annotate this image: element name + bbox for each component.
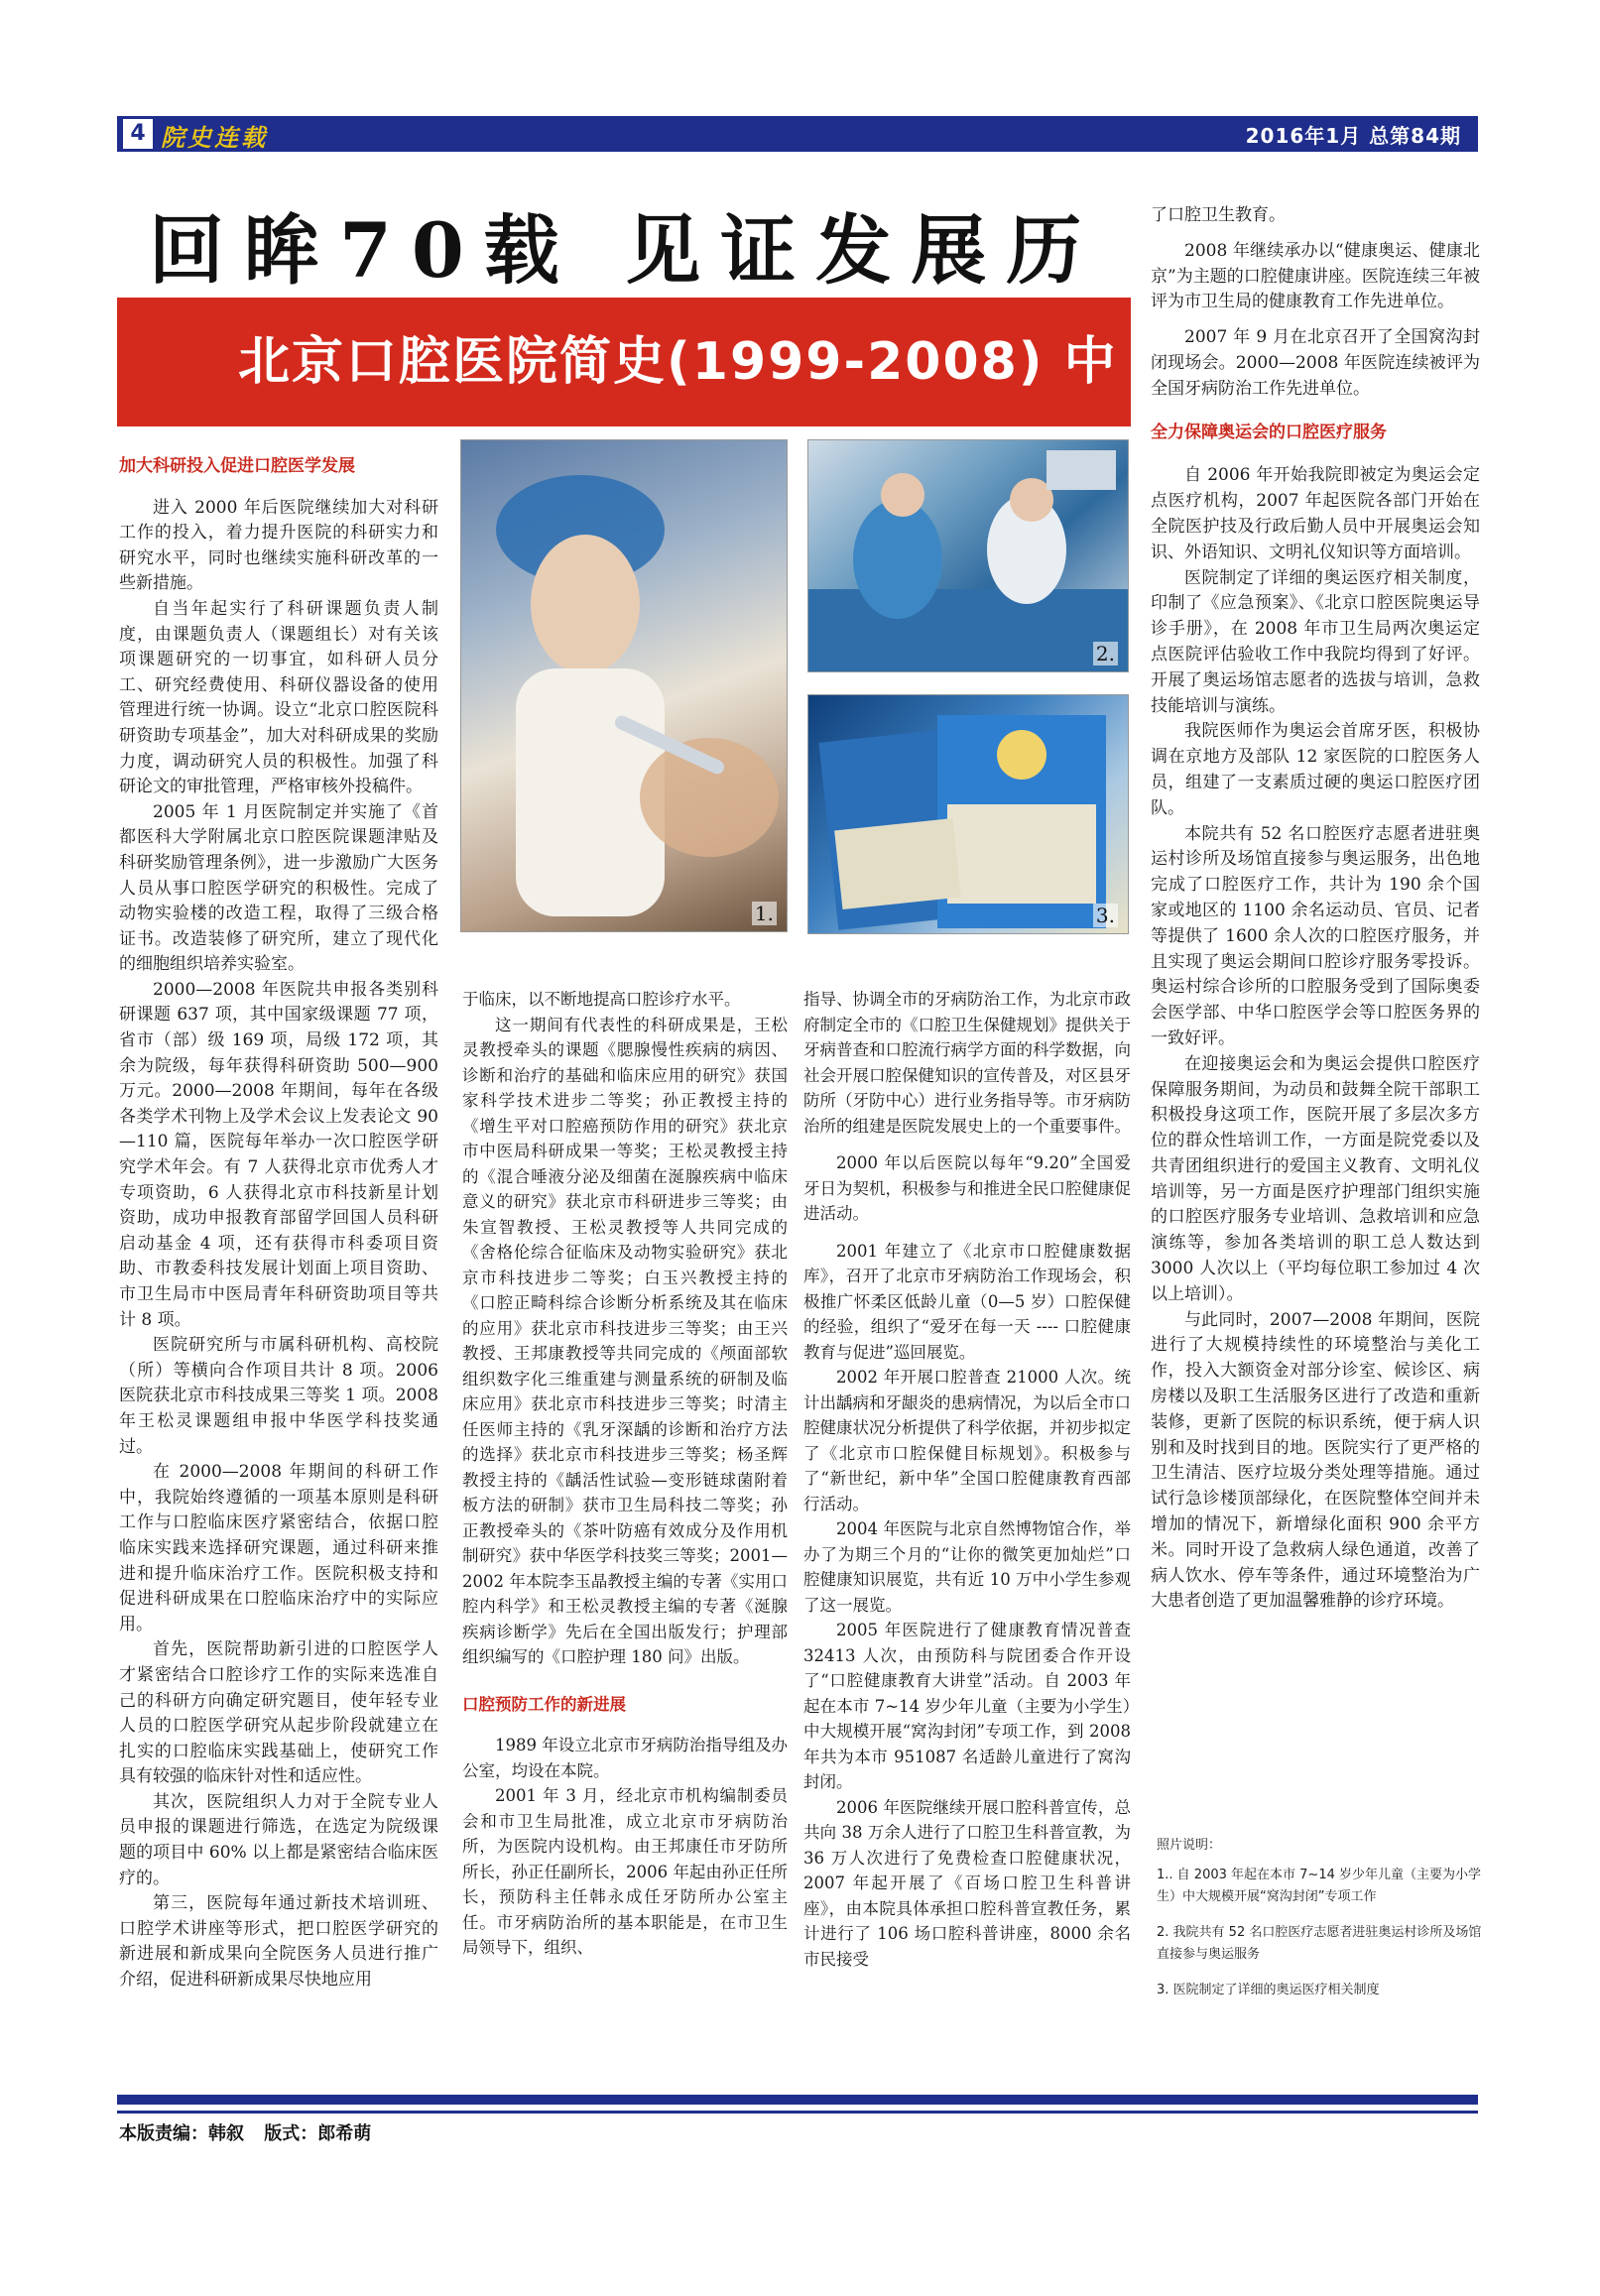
paragraph: 与此同时，2007—2008 年期间，医院进行了大规模持续性的环境整治与美化工作，投入大额资金对部分诊室、候诊区、病房楼以及职工生活服务区进行了改造和重新装修，更新了医院的标识系统，便于病人识别和及时找到目的地。医院实行了更严格的卫生清洁、医疗垃圾分类处理等措施。通过试行急诊楼顶部绿化，在医院整体空间并未增加的情况下，新增绿化面积 900 余平方米。同时开设了急救病人绿色通道，改善了病人饮水、停车等条件，通过环境整治为广大患者创造了更加温馨雅静的诊疗环境。	[1151, 1309, 1480, 1612]
paragraph: 2001 年建立了《北京市口腔健康数据库》，召开了北京市牙病防治工作现场会，积极推广怀柔区低龄儿童（0—5 岁）口腔保健的经验，组织了“爱牙在每一天 ---- 口腔健康教育与促进”巡回展览。	[803, 1241, 1131, 1362]
paragraph: 指导、协调全市的牙病防治工作，为北京市政府制定全市的《口腔卫生保健规划》提供关于牙病普查和口腔流行病学方面的科学数据，向社会开展口腔保健知识的宣传普及，对区县牙防所（牙防中心）进行业务指导等。市牙病防治所的组建是医院发展史上的一个重要事件。	[803, 990, 1131, 1136]
section-name: 院史连载	[161, 123, 268, 152]
editor-credit: 本版责编：韩叙	[119, 2123, 244, 2144]
article-column-2	[462, 987, 788, 2096]
footer-bar	[117, 2095, 1478, 2105]
paragraph: 2002 年开展口腔普查 21000 人次。统计出龋病和牙龈炎的患病情况，为以后全市口腔健康状况分析提供了科学依据，并初步拟定了《北京市口腔保健目标规划》。积极参与了“新世纪，新中华”全国口腔健康教育西部行活动。	[803, 1368, 1131, 1513]
photo-2-illustration	[808, 440, 1128, 671]
section-heading-research: 加大科研投入促进口腔医学发展	[119, 456, 355, 476]
photo-number: 2.	[1093, 642, 1118, 665]
paragraph: 2008 年继续承办以“健康奥运、健康北京”为主题的口腔健康讲座。医院连续三年被评为市卫生局的健康教育工作先进单位。	[1151, 240, 1480, 312]
paragraph: 进入 2000 年后医院继续加大对科研工作的投入，着力提升医院的科研实力和研究水平，同时也继续实施科研改革的一些新措施。	[119, 497, 438, 594]
paragraph: 医院研究所与市属科研机构、高校院（所）等横向合作项目共计 8 项。2006 医院获北京市科技成果三等奖 1 项。2008 年王松灵课题组申报中华医学科技奖通过。	[119, 1335, 438, 1457]
photo-1-illustration	[461, 440, 787, 931]
paragraph: 这一期间有代表性的科研成果是，王松灵教授牵头的课题《腮腺慢性疾病的病因、诊断和治疗的基础和临床应用的研究》获国家科学技术进步二等奖；孙正教授主持的《增生平对口腔癌预防作用的研究》获北京市中医局科研成果一等奖；王松灵教授主持的《混合唾液分泌及细菌在涎腺疾病中临床意义的研究》获北京市科研进步三等奖；由朱宣智教授、王松灵教授等人共同完成的《舍格伦综合征临床及动物实验研究》获北京市科技进步二等奖；白玉兴教授主持的《口腔正畸科综合诊断分析系统及其在临床的应用》获北京市科技进步三等奖；由王兴教授、王邦康教授等共同完成的《颅面部软组织数字化三维重建与测量系统的研制及临床应用》获北京市科技进步三等奖；时清主任医师主持的《乳牙深龋的诊断和治疗方法的选择》获北京市科技进步三等奖；杨圣辉教授主持的《龋活性试验—变形链球菌附着板方法的研制》获市卫生局科技二等奖；孙正教授牵头的《茶叶防癌有效成分及作用机制研究》获中华医学科技奖三等奖；2001—2002 年本院李玉晶教授主编的专著《实用口腔内科学》和王松灵教授主编的专著《涎腺疾病诊断学》先后在全国出版发行；护理部组织编写的《口腔护理 180 问》出版。	[462, 1015, 788, 1666]
paragraph: 2004 年医院与北京自然博物馆合作，举办了为期三个月的“让你的微笑更加灿烂”口腔健康知识展览，共有近 10 万中小学生参观了这一展览。	[803, 1519, 1131, 1615]
issue-info: 2016年1月 总第84期	[1245, 124, 1461, 148]
paragraph: 2006 年医院继续开展口腔科普宣传，总共向 38 万余人进行了口腔卫生科普宣教，为 36 万人次进行了免费检查口腔健康状况，2007 年起开展了《百场口腔卫生科普讲座》，由本院具体承担口腔科普宣教任务，累计进行了 106 场口腔科普讲座，8000 余名市民接受	[803, 1797, 1131, 1969]
paragraph: 2005 年医院进行了健康教育情况普查 32413 人次，由预防科与院团委合作开设了“口腔健康教育大讲堂”活动。自 2003 年起在本市 7~14 岁少年儿童（主要为小学生）中大规模开展“窝沟封闭”专项工作，到 2008 年共为本市 951087 名适龄儿童进行了窝沟封闭。	[803, 1621, 1131, 1791]
paragraph: 于临床，以不断地提高口腔诊疗水平。	[462, 990, 741, 1009]
paragraph: 2005 年 1 月医院制定并实施了《首都医科大学附属北京口腔医院课题津贴及科研奖励管理条例》，进一步激励广大医务人员从事口腔医学研究的积极性。完成了动物实验楼的改造工程，取得了三级合格证书。改造装修了研究所，建立了现代化的细胞组织培养实验室。	[119, 801, 438, 975]
photo-olympic-dental-service	[807, 439, 1129, 672]
caption-item: 3. 医院制定了详细的奥运医疗相关制度	[1157, 1983, 1380, 1997]
footer-line	[117, 2111, 1478, 2114]
paragraph: 自当年起实行了科研课题负责人制度，由课题负责人（课题组长）对有关该项课题研究的一切事宜，如科研人员分工、研究经费使用、科研仪器设备的使用管理进行统一协调。设立“北京口腔医院科研资助专项基金”，加大对科研成果的奖励力度，调动研究人员的积极性。加强了科研论文的审批管理，严格审核外投稿件。	[119, 598, 438, 797]
article-column-1	[119, 454, 438, 2086]
layout-credit: 版式：郎希萌	[264, 2123, 372, 2144]
photo-olympic-manuals	[807, 694, 1129, 934]
paragraph: 自 2006 年开始我院即被定为奥运会定点医疗机构，2007 年起医院各部门开始在全院医护技及行政后勤人员中开展奥运会知识、外语知识、文明礼仪知识等方面培训。	[1151, 465, 1480, 562]
photo-captions	[1157, 1835, 1484, 2015]
section-heading-prevention: 口腔预防工作的新进展	[462, 1694, 626, 1714]
paragraph: 了口腔卫生教育。	[1151, 205, 1286, 225]
article-column-4	[1151, 203, 1480, 1810]
page-number: 4	[123, 119, 153, 149]
caption-item: 1.. 自 2003 年起在本市 7~14 岁少年儿童（主要为小学生）中大规模开展“窝沟封闭”专项工作	[1157, 1868, 1481, 1904]
paragraph: 第三，医院每年通过新技术培训班、口腔学术讲座等形式，把口腔医学研究的新进展和新成果向全院医务人员进行推广介绍，促进科研新成果尽快地应用	[119, 1893, 438, 1991]
page-title: 回眸70载 见证发展历	[149, 206, 1102, 295]
paragraph: 2001 年 3 月，经北京市机构编制委员会和市卫生局批准，成立北京市牙病防治所，为医院内设机构。由王邦康任市牙防所所长，孙正任副所长，2006 年起由孙正任所长，预防科主任韩永成任牙防所办公室主任。市牙病防治所的基本职能是，在市卫生局领导下，组织、	[462, 1786, 788, 1957]
paragraph: 我院医师作为奥运会首席牙医，积极协调在京地方及部队 12 家医院的口腔医务人员，组建了一支素质过硬的奥运口腔医疗团队。	[1151, 721, 1480, 818]
photo-number: 3.	[1093, 904, 1118, 927]
paragraph: 本院共有 52 名口腔医疗志愿者进驻奥运村诊所及场馆直接参与奥运服务，出色地完成了口腔医疗工作，共计为 190 余个国家或地区的 1100 余名运动员、官员、记者等提供了 1600 余人次的口腔医疗服务，并且实现了奥运会期间口腔诊疗服务零投诉。奥运村综合诊所的口腔服务受到了国际奥委会医学部、中华口腔医学会等口腔医务界的一致好评。	[1151, 823, 1480, 1048]
paragraph: 在迎接奥运会和为奥运会提供口腔医疗保障服务期间，为动员和鼓舞全院干部职工积极投身这项工作，医院开展了多层次多方位的群众性培训工作，一方面是院党委以及共青团组织进行的爱国主义教育、文明礼仪培训等，另一方面是医疗护理部门组织实施的口腔医疗服务专业培训、急救培训和应急演练等，参加各类培训的职工总人数达到 3000 人次以上（平均每位职工参加过 4 次以上培训）。	[1151, 1053, 1480, 1304]
paragraph: 1989 年设立北京市牙病防治指导组及办公室，均设在本院。	[462, 1736, 788, 1780]
footer-credits	[119, 2119, 385, 2145]
captions-title: 照片说明：	[1157, 1838, 1222, 1853]
photo-dentist-treating-child	[460, 439, 788, 932]
section-heading-olympics: 全力保障奥运会的口腔医疗服务	[1151, 422, 1387, 442]
paragraph: 2007 年 9 月在北京召开了全国窝沟封闭现场会。2000—2008 年医院连续被评为全国牙病防治工作先进单位。	[1151, 327, 1480, 399]
photo-number: 1.	[752, 902, 777, 925]
paragraph: 首先，医院帮助新引进的口腔医学人才紧密结合口腔诊疗工作的实际来选准自己的科研方向确定研究题目，使年轻专业人员的口腔医学研究从起步阶段就建立在扎实的口腔临床实践基础上，使研究工作具有较强的临床针对性和适应性。	[119, 1639, 438, 1787]
paragraph: 2000—2008 年医院共申报各类别科研课题 637 项，其中国家级课题 77 项，省市（部）级 169 项，局级 172 项，其余为院级，每年获得科研资助 500—900 万元。2000—2008 年期间，每年在各级各类学术刊物上及学术会议上发表论文 90—110 篇，医院每年举办一次口腔医学研究学术年会。有 7 人获得北京市优秀人才专项资助，6 人获得北京市科技新星计划资助，成功申报教育部留学回国人员科研启动基金 4 项，还有获得市科委项目资助、市教委科技发展计划面上项目资助、市卫生局市中医局青年科研资助项目等共计 8 项。	[119, 979, 438, 1330]
article-subtitle: 北京口腔医院简史(1999-2008) 中	[238, 332, 1118, 392]
article-column-3	[803, 987, 1131, 2096]
caption-item: 2. 我院共有 52 名口腔医疗志愿者进驻奥运村诊所及场馆直接参与奥运服务	[1157, 1925, 1482, 1962]
paragraph: 2000 年以后医院以每年“9.20”全国爱牙日为契机，积极参与和推进全民口腔健康促进活动。	[803, 1153, 1131, 1223]
paragraph: 在 2000—2008 年期间的科研工作中，我院始终遵循的一项基本原则是科研工作与口腔临床医疗紧密结合，依据口腔临床实践来选择研究课题，通过科研来推进和提升临床治疗工作。医院积极支持和促进科研成果在口腔临床治疗中的实际应用。	[119, 1462, 438, 1634]
photo-3-illustration	[808, 695, 1128, 933]
paragraph: 其次，医院组织人力对于全院专业人员申报的课题进行筛选，在选定为院级课题的项目中 60% 以上都是紧密结合临床医疗的。	[119, 1791, 438, 1888]
paragraph: 医院制定了详细的奥运医疗相关制度，印制了《应急预案》、《北京口腔医院奥运导诊手册》，在 2008 年市卫生局两次奥运定点医院评估验收工作中我院均得到了好评。开展了奥运场馆志愿者的选拔与培训，急救技能培训与演练。	[1151, 567, 1480, 716]
